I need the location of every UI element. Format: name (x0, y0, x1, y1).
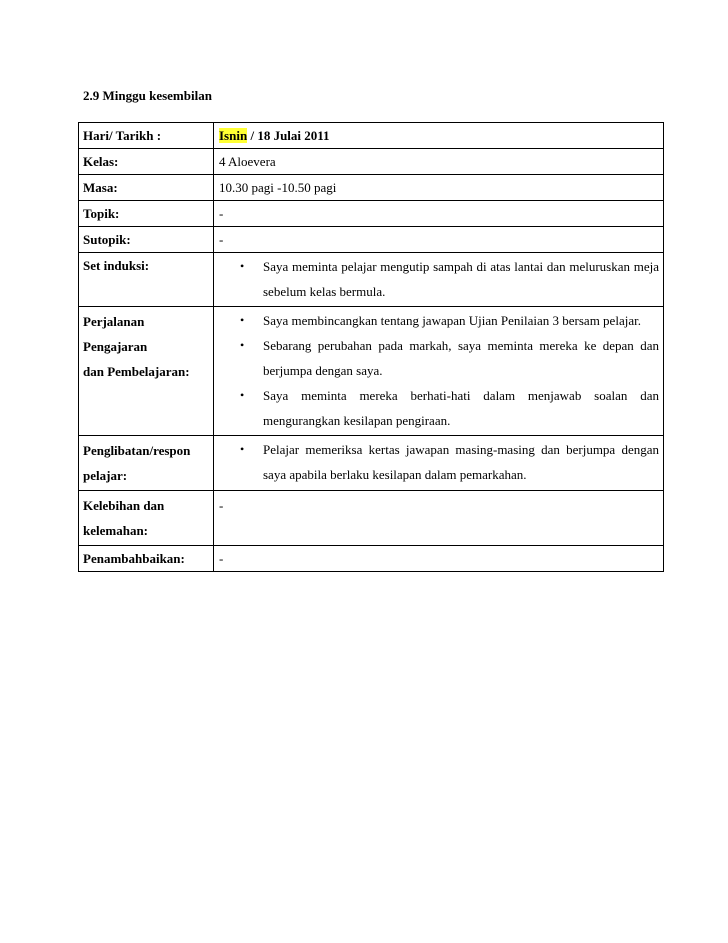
label-penglibatan: Penglibatan/respon pelajar: (79, 436, 214, 491)
value-set-induksi (214, 253, 664, 307)
label-masa: Masa: (79, 175, 214, 201)
row-sutopik (79, 227, 664, 253)
value-kelebihan: - (214, 491, 664, 546)
penglibatan-list (219, 437, 659, 487)
day-highlight: Isnin (219, 128, 248, 143)
row-hari-tarikh (79, 123, 664, 149)
value-topik: - (214, 201, 664, 227)
label-hari-tarikh: Hari/ Tarikh : (79, 123, 214, 149)
value-masa: 10.30 pagi -10.50 pagi (214, 175, 664, 201)
list-item: • Pelajar memeriksa kertas jawapan masing-masing dan berjumpa dengan saya apabila berlaku kesilapan dalam pemarkahan. (219, 437, 659, 487)
list-item: • Saya membincangkan tentang jawapan Ujian Penilaian 3 bersam pelajar. (219, 308, 659, 333)
row-kelas (79, 149, 664, 175)
list-item: • Saya meminta mereka berhati-hati dalam menjawab soalan dan mengurangkan kesilapan pengiraan. (219, 383, 659, 433)
bullet-icon: • (240, 388, 245, 402)
row-kelebihan (79, 491, 664, 546)
page-heading: 2.9 Minggu kesembilan (83, 88, 212, 103)
label-perjalanan: Perjalanan Pengajaran dan Pembelajaran: (79, 307, 214, 436)
bullet-icon: • (240, 259, 245, 273)
bullet-icon: • (240, 338, 245, 352)
row-set-induksi (79, 253, 664, 307)
bullet-icon: • (240, 442, 245, 456)
row-penglibatan (79, 436, 664, 491)
list-item: • Sebarang perubahan pada markah, saya meminta mereka ke depan dan berjumpa dengan saya. (219, 333, 659, 383)
row-perjalanan (79, 307, 664, 436)
set-induksi-list (219, 254, 659, 304)
value-penglibatan (214, 436, 664, 491)
perjalanan-list (219, 308, 659, 433)
row-masa (79, 175, 664, 201)
value-penambahbaikan: - (214, 546, 664, 572)
label-penambahbaikan: Penambahbaikan: (79, 546, 214, 572)
row-topik (79, 201, 664, 227)
date-text: / 18 Julai 2011 (247, 128, 330, 143)
weekly-log-table (78, 122, 664, 572)
value-perjalanan (214, 307, 664, 436)
row-penambahbaikan (79, 546, 664, 572)
label-kelebihan: Kelebihan dan kelemahan: (79, 491, 214, 546)
value-sutopik: - (214, 227, 664, 253)
label-set-induksi: Set induksi: (79, 253, 214, 307)
bullet-icon: • (240, 313, 245, 327)
label-sutopik: Sutopik: (79, 227, 214, 253)
label-topik: Topik: (79, 201, 214, 227)
label-kelas: Kelas: (79, 149, 214, 175)
value-kelas: 4 Aloevera (214, 149, 664, 175)
value-hari-tarikh (214, 123, 664, 149)
list-item: • Saya meminta pelajar mengutip sampah di atas lantai dan meluruskan meja sebelum kelas bermula. (219, 254, 659, 304)
